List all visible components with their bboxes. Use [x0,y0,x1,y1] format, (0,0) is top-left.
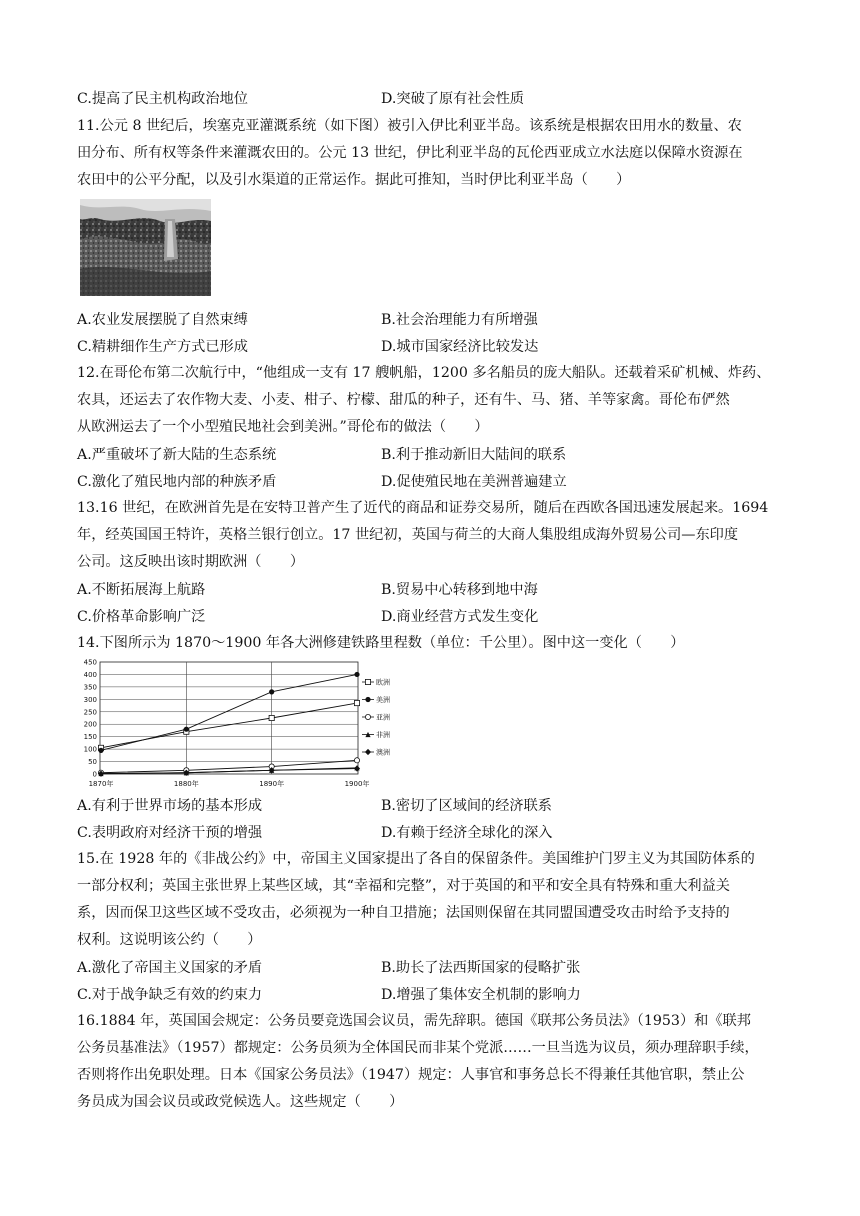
y-tick-label: 450 [83,658,97,667]
q14-stem-line-1: 14.下图所示为 1870～1900 年各大洲修建铁路里程数（单位：千公里）。图中这一变化（ ） [77,635,685,651]
q12-stem-line-2: 农具，还运去了农作物大麦、小麦、柑子、柠檬、甜瓜的种子，还有牛、马、猪、羊等家禽。哥伦布俨然 [77,392,730,408]
q12-stem-line-1: 12.在哥伦布第二次航行中，“他组成一支有 17 艘帆船，1200 多名船员的庞大船队。还载着采矿机械、炸药、 [77,365,771,381]
q13-stem-line-3: 公司。这反映出该时期欧洲（ ） [77,554,305,570]
q12-option-b: B.利于推动新旧大陆间的联系 [381,447,567,463]
q16-stem-line-1: 16.1884 年，英国国会规定：公务员要竞选国会议员，需先辞职。德国《联邦公务员法》（1953）和《联邦 [77,1013,751,1029]
q14-option-b: B.密切了区域间的经济联系 [381,798,552,814]
q13-option-d: D.商业经营方式发生变化 [381,609,539,625]
q12-stem-line-3: 从欧洲运去了一个小型殖民地社会到美洲。”哥伦布的做法（ ） [77,419,489,435]
q15-option-d: D.增强了集体安全机制的影响力 [381,987,581,1003]
series-line [101,760,357,772]
data-point [184,727,189,732]
data-point [269,715,274,720]
railway-mileage-chart [80,656,390,793]
q15-option-b: B.助长了法西斯国家的侵略扩张 [381,960,581,976]
y-tick-label: 300 [83,695,97,704]
legend-marker [365,679,370,684]
y-tick-label: 200 [83,720,97,729]
legend-label: 非洲 [376,731,390,739]
plot-frame [100,662,358,774]
q16-stem-line-3: 否则将作出免职处理。日本《国家公务员法》（1947）规定：人事官和事务总长不得兼任其他官职，禁止公 [77,1067,745,1083]
q11-option-c: C.精耕细作生产方式已形成 [77,339,248,355]
q11-option-b: B.社会治理能力有所增强 [381,312,538,328]
q13-option-b: B.贸易中心转移到地中海 [381,582,538,598]
q15-stem-line-2: 一部分权利；英国主张世界上某些区域，其“幸福和完整”，对于英国的和平和安全具有特殊和重大利益关 [77,878,730,894]
x-tick-label: 1870年 [88,780,114,788]
q15-option-a: A.激化了帝国主义国家的矛盾 [77,960,263,976]
data-point [269,689,274,694]
x-tick-label: 1900年 [344,780,370,788]
legend-marker [365,749,371,755]
q13-stem-line-2: 年，经英国国王特许，英格兰银行创立。17 世纪初，英国与荷兰的大商人集股组成海外贸易公司—东印度 [77,527,739,543]
series-line [101,769,357,774]
q15-stem-line-4: 权利。这说明该公约（ ） [77,932,262,948]
irrigation-photo [80,199,211,296]
y-tick-label: 400 [83,670,97,679]
q16-stem-line-2: 公务员基准法》（1957）都规定：公务员须为全体国民而非某个党派……一旦当选为议员，须办理辞职手续， [77,1040,759,1056]
q13-stem-line-1: 13.16 世纪，在欧洲首先是在安特卫普产生了近代的商品和证券交易所，随后在西欧各国迅速发展起来。1694 [77,500,769,516]
legend-label: 欧洲 [376,678,390,687]
data-point [98,748,103,753]
q11-stem-line-2: 田分布、所有权等条件来灌溉农田的。公元 13 世纪，伊比利亚半岛的瓦伦西亚成立水法庭以保障水资源在 [77,145,743,161]
q14-option-d: D.有赖于经济全球化的深入 [381,825,553,841]
data-point [354,765,360,771]
q11-stem-line-3: 农田中的公平分配，以及引水渠道的正常运作。据此可推知，当时伊比利亚半岛（ ） [77,172,631,188]
y-tick-label: 50 [88,758,97,767]
q11-option-d: D.城市国家经济比较发达 [381,339,539,355]
q13-option-c: C.价格革命影响广泛 [77,609,206,625]
q13-option-a: A.不断拓展海上航路 [77,582,206,598]
y-tick-label: 350 [83,683,97,692]
q14-option-a: A.有利于世界市场的基本形成 [77,798,263,814]
legend-marker [365,714,370,719]
q11-option-a: A.农业发展摆脱了自然束缚 [77,312,248,328]
y-tick-label: 250 [83,708,97,717]
q12-option-d: D.促使殖民地在美洲普遍建立 [381,474,567,490]
q12-option-a: A.严重破坏了新大陆的生态系统 [77,447,277,463]
q14-option-c: C.表明政府对经济干预的增强 [77,825,263,841]
data-point [354,672,359,677]
legend-marker [365,697,370,702]
y-tick-label: 150 [83,733,97,742]
q15-stem-line-3: 系，因而保卫这些区域不受攻击，必须视为一种自卫措施；法国则保留在其同盟国遭受攻击时给予支持的 [77,905,730,921]
x-tick-label: 1890年 [259,780,285,788]
data-point [354,700,359,705]
q12-option-c: C.激化了殖民地内部的种族矛盾 [77,474,277,490]
railway-chart-svg [80,656,390,793]
q15-option-c: C.对于战争缺乏有效的约束力 [77,987,263,1003]
legend-label: 亚洲 [376,713,390,722]
y-tick-label: 100 [83,745,97,754]
q10-option-d: D.突破了原有社会性质 [381,91,525,107]
y-tick-label: 0 [92,770,97,779]
q16-stem-line-4: 务员成为国会议员或政党候选人。这些规定（ ） [77,1094,404,1110]
q15-stem-line-1: 15.在 1928 年的《非战公约》中，帝国主义国家提出了各自的保留条件。美国维护门罗主义为其国防体系的 [77,851,755,867]
legend-label: 澳洲 [376,748,390,757]
data-point [354,758,359,763]
legend-label: 美洲 [376,696,390,704]
q10-option-c: C.提高了民主机构政治地位 [77,91,248,107]
q11-stem-line-1: 11.公元 8 世纪后，埃塞克亚灌溉系统（如下图）被引入伊比利亚半岛。该系统是根据农田用水的数量、农 [77,118,742,134]
series-line [101,674,357,750]
x-tick-label: 1880年 [173,780,199,788]
